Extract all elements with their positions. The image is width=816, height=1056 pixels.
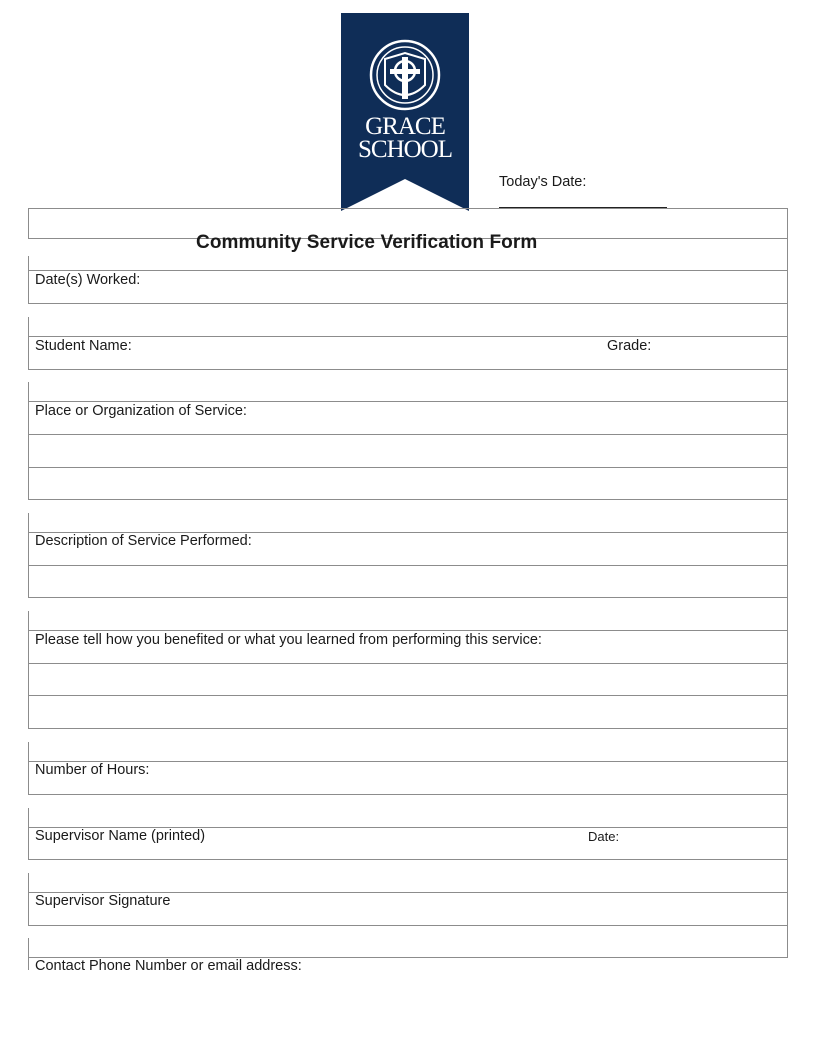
supervisor-date-label: Date: — [588, 829, 620, 844]
writing-line[interactable] — [28, 630, 788, 631]
student-name-label: Student Name: — [35, 338, 132, 354]
writing-line[interactable] — [28, 303, 788, 304]
divider — [28, 873, 29, 925]
benefit-label: Please tell how you benefited or what you learned from performing this service: — [35, 632, 542, 648]
grace-school-logo — [341, 13, 469, 211]
grade-label: Grade: — [607, 338, 652, 354]
divider — [28, 208, 788, 209]
supervisor-signature-label: Supervisor Signature — [35, 893, 171, 909]
writing-line[interactable] — [28, 434, 788, 435]
writing-line[interactable] — [28, 859, 788, 860]
writing-line[interactable] — [28, 695, 788, 696]
writing-line[interactable] — [28, 663, 788, 664]
writing-line[interactable] — [28, 597, 788, 598]
divider — [28, 256, 29, 303]
divider — [28, 208, 29, 238]
svg-text:GRACE: GRACE — [365, 113, 445, 140]
supervisor-name-label: Supervisor Name (printed) — [35, 828, 206, 844]
writing-line[interactable] — [28, 925, 788, 926]
form-title: Community Service Verification Form — [196, 232, 538, 253]
divider — [28, 808, 29, 860]
writing-line[interactable] — [28, 336, 788, 337]
writing-line[interactable] — [28, 728, 788, 729]
writing-line[interactable] — [28, 565, 788, 566]
svg-text:SCHOOL: SCHOOL — [357, 136, 453, 163]
divider — [28, 317, 29, 369]
writing-line[interactable] — [28, 467, 788, 468]
writing-line[interactable] — [28, 401, 788, 402]
divider — [787, 208, 788, 958]
writing-line[interactable] — [28, 794, 788, 795]
divider — [28, 513, 29, 597]
todays-date-label: Today's Date: — [499, 174, 587, 190]
divider — [28, 938, 29, 970]
writing-line[interactable] — [28, 499, 788, 500]
divider — [28, 742, 29, 794]
divider — [28, 382, 29, 499]
dates-worked-label: Date(s) Worked: — [35, 272, 141, 288]
writing-line[interactable] — [28, 369, 788, 370]
contact-label: Contact Phone Number or email address: — [35, 958, 302, 974]
divider — [28, 611, 29, 728]
service-description-label: Description of Service Performed: — [35, 533, 252, 549]
place-of-service-label: Place or Organization of Service: — [35, 403, 247, 419]
writing-line[interactable] — [28, 270, 788, 271]
hours-label: Number of Hours: — [35, 762, 150, 778]
